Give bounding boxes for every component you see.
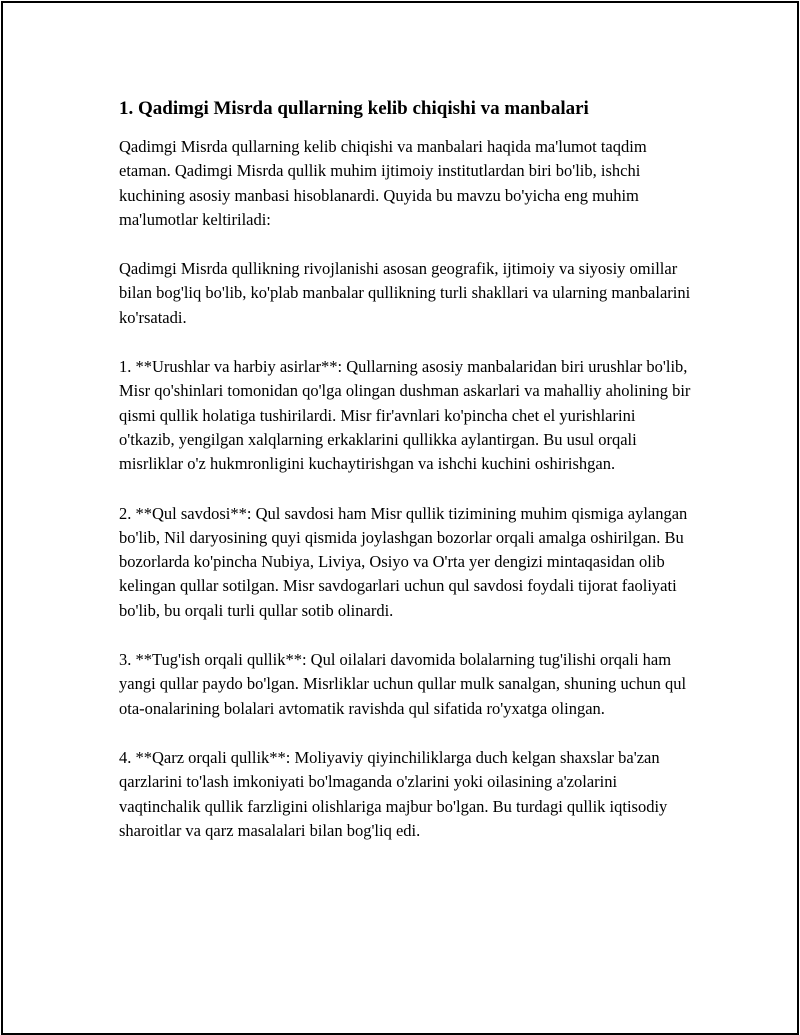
- paragraph-overview: Qadimgi Misrda qullikning rivojlanishi asosan geografik, ijtimoiy va siyosiy omillar bilan bog'liq bo'lib, ko'plab manbalar qullikning turli shakllari va ularning manbalarini ko'rsatadi.: [119, 259, 691, 327]
- paragraph-birth-slavery: 3. **Tug'ish orqali qullik**: Qul oilalari davomida bolalarning tug'ilishi orqali ham yangi qullar paydo bo'lgan. Misrliklar uchun qullar mulk sanalgan, shuning uchun qul ota-onalarining bolalari avtomatik ravishda qul sifatida ro'yxatga olingan.: [119, 650, 687, 718]
- document-title: 1. Qadimgi Misrda qullarning kelib chiqishi va manbalari: [119, 98, 589, 119]
- paragraph-slave-trade: 2. **Qul savdosi**: Qul savdosi ham Misr qullik tizimining muhim qismiga aylangan bo'lib, Nil daryosining quyi qismida joylashgan bozorlar orqali amalga oshirilgan. Bu bozorlarda ko'pincha Nubiya, Liviya, Osiyo va O'rta yer dengizi mintaqasidan olib kelingan qullar sotilgan. Misr savdogarlari uchun qul savdosi foydali tijorat faoliyati bo'lib, bu orqali turli qullar sotib olinardi.: [119, 503, 688, 620]
- document-content: [119, 96, 694, 868]
- document-page: [1, 1, 799, 1035]
- paragraph-debt-slavery: 4. **Qarz orqali qullik**: Moliyaviy qiyinchiliklarga duch kelgan shaxslar ba'zan qarzlarini to'lash imkoniyati bo'lmaganda o'zlarini yoki oilasining a'zolarini vaqtinchalik qullik farzligini olishlariga majbur bo'lgan. Bu turdagi qullik iqtisodiy sharoitlar va qarz masalalari bilan bog'liq edi.: [119, 747, 668, 840]
- paragraph-wars-captives: 1. **Urushlar va harbiy asirlar**: Qullarning asosiy manbalaridan biri urushlar bo'lib, Misr qo'shinlari tomonidan qo'lga olingan dushman askarlari va mahalliy aholining bir qismi qullik holatiga tushirilardi. Misr fir'avnlari ko'pincha chet el yurishlarini o'tkazib, yengilgan xalqlarning erkaklarini qullikka aylantirgan. Bu usul orqali misrliklar o'z hukmronligini kuchaytirishgan va ishchi kuchini oshirishgan.: [119, 357, 691, 474]
- paragraph-intro: Qadimgi Misrda qullarning kelib chiqishi va manbalari haqida ma'lumot taqdim etaman. Qadimgi Misrda qullik muhim ijtimoiy institutlardan biri bo'lib, ishchi kuchining asosiy manbasi hisoblanardi. Quyida bu mavzu bo'yicha eng muhim ma'lumotlar keltiriladi:: [119, 137, 647, 229]
